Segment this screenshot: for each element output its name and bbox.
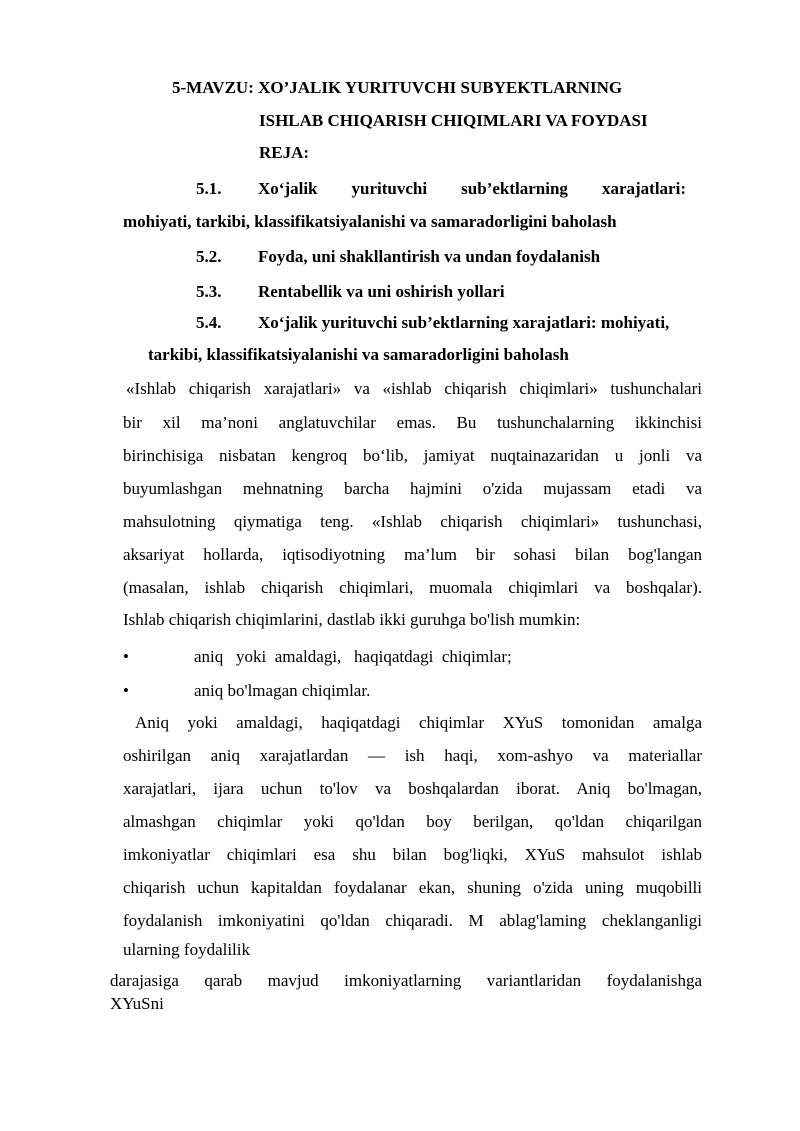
title-line-2: ISHLAB CHIQARISH CHIQIMLARI VA FOYDASI (259, 111, 648, 130)
title-line-1: 5-MAVZU: XO’JALIK YURITUVCHI SUBYEKTLARNING (172, 78, 623, 97)
plan-item-text: Rentabellik va uni oshirish yollari (258, 282, 505, 301)
paragraph-line: oshirilgan aniq xarajatlardan — ish haqi, xom-ashyo va materiallar (123, 746, 702, 765)
plan-item-num: 5.1. (196, 179, 222, 198)
bullet-mark: • (123, 647, 129, 666)
paragraph-line: «Ishlab chiqarish xarajatlari» va «ishlab chiqarish chiqimlari» tushunchalari (126, 379, 702, 398)
paragraph-line: foydalanish imkoniyatini qo'ldan chiqaradi. M ablag'laming cheklanganligi (123, 911, 702, 930)
paragraph-line: Ishlab chiqarish chiqimlarini, dastlab ikki guruhga bo'lish mumkin: (123, 610, 581, 629)
plan-item-text: Xo‘jalik yurituvchi sub’ektlarning xarajatlari: (258, 179, 686, 198)
bullet-text: aniq yoki amaldagi, haqiqatdagi chiqimlar; (194, 647, 512, 666)
paragraph-line: mahsulotning qiymatiga teng. «Ishlab chiqarish chiqimlari» tushunchasi, (123, 512, 702, 531)
plan-item-num: 5.4. (196, 313, 222, 332)
plan-item-num: 5.3. (196, 282, 222, 301)
bullet-text: aniq bo'lmagan chiqimlar. (194, 681, 371, 700)
paragraph-line: imkoniyatlar chiqimlari esa shu bilan bog'liqki, XYuS mahsulot ishlab (123, 845, 702, 864)
plan-item-continuation: tarkibi, klassifikatsiyalanishi va samaradorligini baholash (148, 345, 569, 364)
paragraph-line: chiqarish uchun kapitaldan foydalanar ekan, shuning o'zida uning muqobilli (123, 878, 702, 897)
paragraph-line: aksariyat hollarda, iqtisodiyotning ma’lum bir sohasi bilan bog'langan (123, 545, 702, 564)
paragraph-line: almashgan chiqimlar yoki qo'ldan boy berilgan, qo'ldan chiqarilgan (123, 812, 702, 831)
paragraph-line: darajasiga qarab mavjud imkoniyatlarning variantlaridan foydalanishga (110, 971, 702, 990)
paragraph-line: Aniq yoki amaldagi, haqiqatdagi chiqimlar XYuS tomonidan amalga (135, 713, 702, 732)
paragraph-line: (masalan, ishlab chiqarish chiqimlari, muomala chiqimlari va boshqalar). (123, 578, 702, 597)
paragraph-line: ularning foydalilik (123, 940, 251, 959)
bullet-mark: • (123, 681, 129, 700)
title-line-3: REJA: (259, 143, 310, 162)
plan-item-text: Foyda, uni shakllantirish va undan foydalanish (258, 247, 601, 266)
paragraph-line: birinchisiga nisbatan kengroq bo‘lib, jamiyat nuqtainazaridan u jonli va (123, 446, 702, 465)
plan-item-text: Xo‘jalik yurituvchi sub’ektlarning xarajatlari: mohiyati, (258, 313, 670, 332)
plan-item-num: 5.2. (196, 247, 222, 266)
paragraph-line: xarajatlari, ijara uchun to'lov va boshqalardan iborat. Aniq bo'lmagan, (123, 779, 702, 798)
paragraph-line: buyumlashgan mehnatning barcha hajmini o'zida mujassam etadi va (123, 479, 702, 498)
plan-item-continuation: mohiyati, tarkibi, klassifikatsiyalanishi va samaradorligini baholash (123, 212, 617, 231)
paragraph-line: bir xil ma’noni anglatuvchilar emas. Bu tushunchalarning ikkinchisi (123, 413, 702, 432)
paragraph-line: XYuSni (110, 994, 164, 1013)
